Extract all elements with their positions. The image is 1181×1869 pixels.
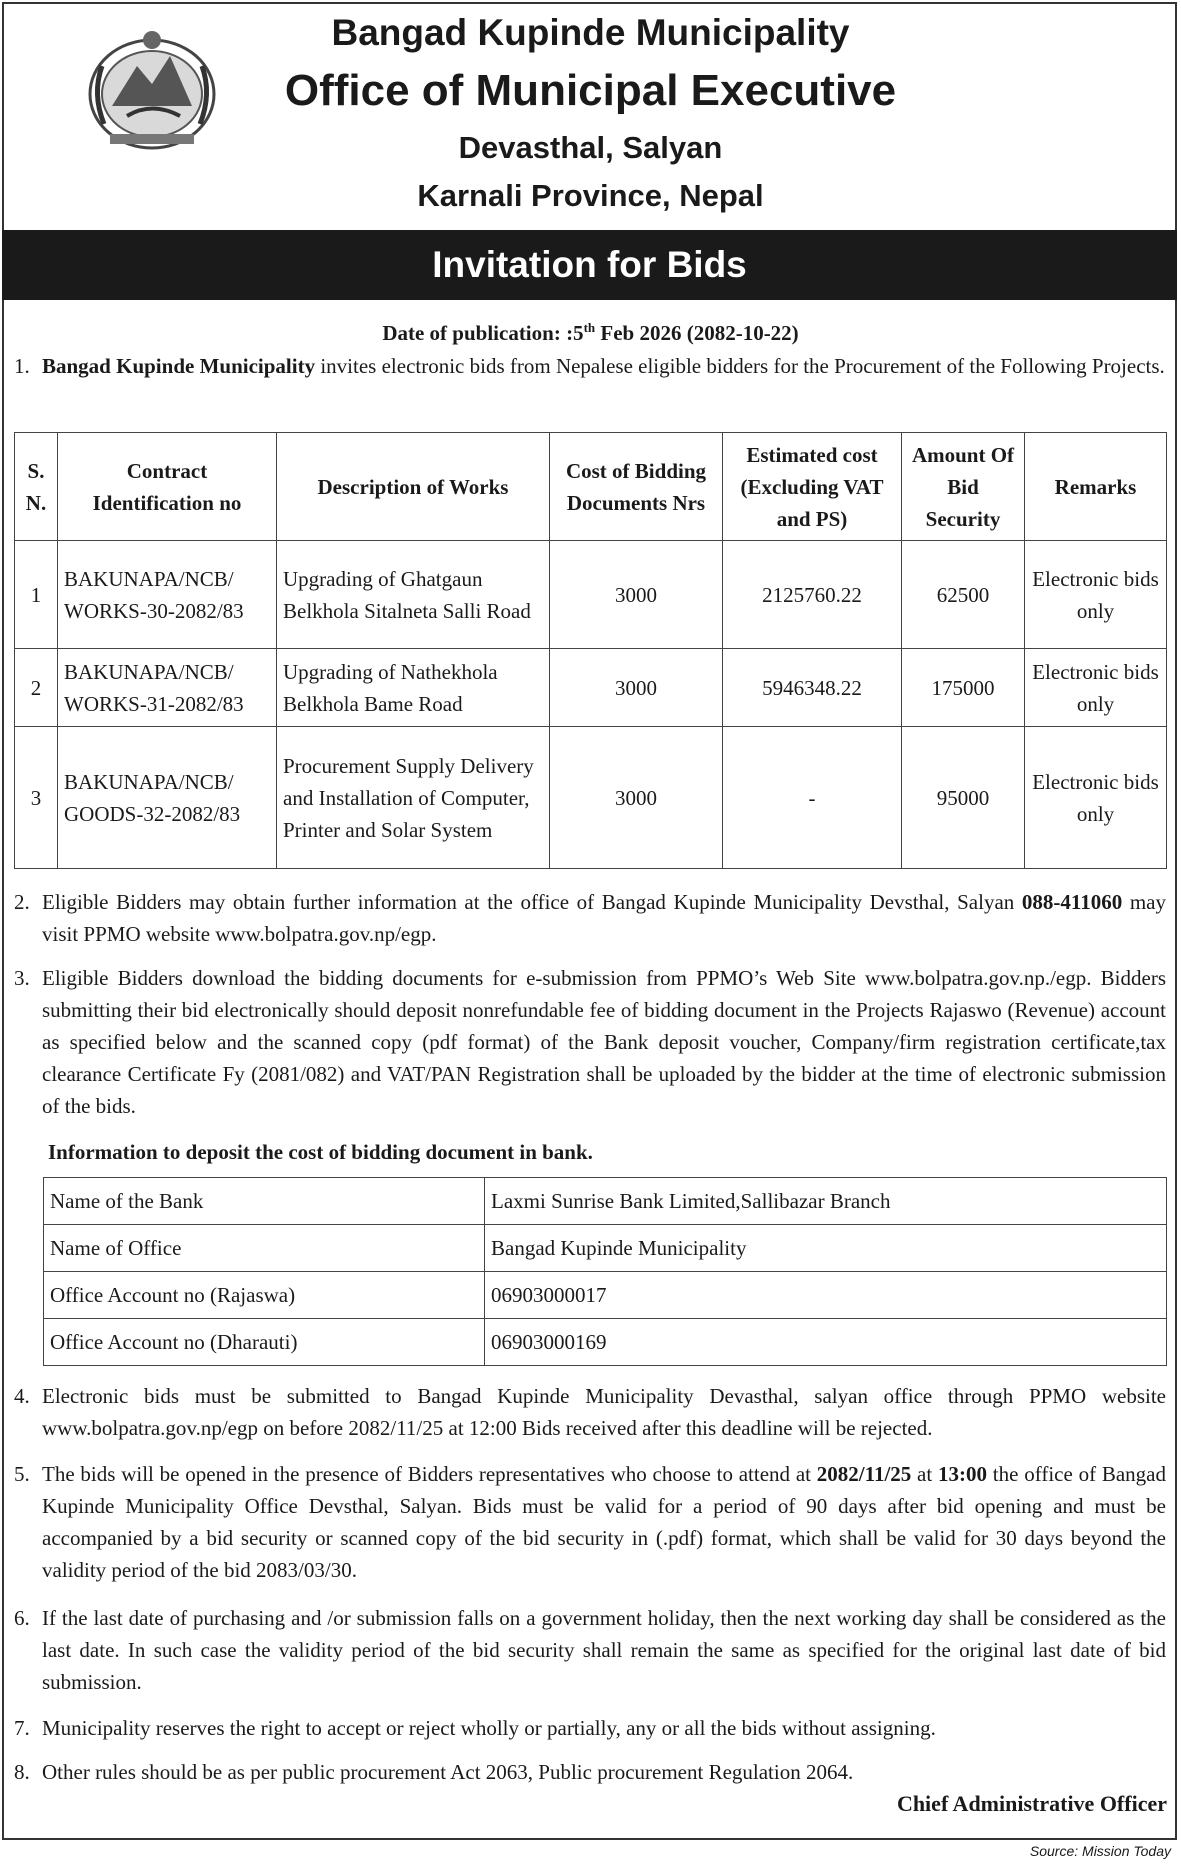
bank-info-title: Information to deposit the cost of bidding document in bank. xyxy=(48,1140,593,1164)
letterhead xyxy=(0,0,1181,230)
publication-date-label: Date of publication: :5 xyxy=(382,321,584,345)
clause-number: 8. xyxy=(14,1760,30,1784)
cell-contract: BAKUNAPA/NCB/ GOODS-32-2082/83 xyxy=(58,727,277,869)
publication-date xyxy=(0,312,1181,349)
table-row xyxy=(15,541,1167,649)
municipality-name: Bangad Kupinde Municipality xyxy=(331,12,850,53)
clause-text-pre: The bids will be opened in the presence of Bidders representatives who choose to attend at xyxy=(42,1462,817,1486)
publication-date-suffix: th xyxy=(583,320,596,335)
notice-title: Invitation for Bids xyxy=(2,230,1177,300)
province-country: Karnali Province, Nepal xyxy=(417,178,764,213)
table-header-row xyxy=(15,433,1167,541)
opening-date: 2082/11/25 xyxy=(816,1462,912,1486)
phone-number: 088-411060 xyxy=(1021,890,1123,914)
signature-title: Chief Administrative Officer xyxy=(896,1791,1167,1816)
cell-description: Upgrading of Ghatgaun Belkhola Sitalneta Salli Road xyxy=(277,541,550,649)
bank-value: 06903000017 xyxy=(485,1272,1167,1319)
cell-remarks: Electronic bids only xyxy=(1025,541,1167,649)
clause-text-mid: at xyxy=(911,1462,938,1486)
publication-date-value: Feb 2026 (2082-10-22) xyxy=(595,321,799,345)
clause-text-rest: invites electronic bids from Nepalese eligible bidders for the Procurement of the Following Projects. xyxy=(315,354,1165,378)
bank-label: Name of Office xyxy=(44,1225,485,1272)
clause-text-pre: Eligible Bidders may obtain further information at the office of Bangad Kupinde Municipality Devsthal, Salyan xyxy=(42,890,1022,914)
clause-number: 7. xyxy=(14,1716,30,1740)
cell-sn: 3 xyxy=(15,727,58,869)
col-security: Amount Of Bid Security xyxy=(902,433,1025,541)
cell-security: 62500 xyxy=(902,541,1025,649)
cell-estimate: 2125760.22 xyxy=(723,541,902,649)
bank-value: Bangad Kupinde Municipality xyxy=(485,1225,1167,1272)
clause-text: Municipality reserves the right to accept or reject wholly or partially, any or all the bids without assigning. xyxy=(42,1716,936,1740)
col-contract: Contract Identification no xyxy=(58,433,277,541)
clause-text: Eligible Bidders download the bidding documents for e-submission from PPMO’s Web Site www.bolpatra.gov.np./egp. Bidders submitting their bid electronically should deposit nonrefundable fee of bidding document in the Projects Rajaswo (Revenue) account as specified below and the scanned copy (pdf format) of the Bank deposit voucher, Company/firm registration certificate,tax clearance Certificate Fy (2081/082) and VAT/PAN Registration shall be uploaded by the bidder at the time of electronic submission of the bids. xyxy=(42,966,1166,1118)
col-cost: Cost of Bidding Documents Nrs xyxy=(550,433,723,541)
bid-table xyxy=(14,432,1167,869)
table-row xyxy=(44,1178,1167,1225)
cell-sn: 2 xyxy=(15,649,58,727)
clause-1 xyxy=(14,350,1166,382)
col-sn: S. N. xyxy=(15,433,58,541)
cell-contract: BAKUNAPA/NCB/ WORKS-31-2082/83 xyxy=(58,649,277,727)
cell-estimate: - xyxy=(723,727,902,869)
clause-4 xyxy=(14,1380,1166,1444)
table-row xyxy=(15,649,1167,727)
table-row xyxy=(15,727,1167,869)
cell-remarks: Electronic bids only xyxy=(1025,727,1167,869)
bank-label: Name of the Bank xyxy=(44,1178,485,1225)
cell-security: 175000 xyxy=(902,649,1025,727)
cell-cost: 3000 xyxy=(550,727,723,869)
bank-label: Office Account no (Rajaswa) xyxy=(44,1272,485,1319)
clause-7 xyxy=(14,1712,1166,1744)
clause-number: 4. xyxy=(14,1384,30,1408)
clause-text-post: may visit PPMO website www.bolpatra.gov.np/egp. xyxy=(42,890,1167,946)
opening-time: 13:00 xyxy=(938,1462,987,1486)
col-description: Description of Works xyxy=(277,433,550,541)
cell-estimate: 5946348.22 xyxy=(723,649,902,727)
clause-number: 2. xyxy=(14,890,30,914)
bank-value: 06903000169 xyxy=(485,1319,1167,1366)
source-credit: Source: Mission Today xyxy=(1029,1843,1171,1859)
clause-text xyxy=(42,350,1166,382)
clause-number: 1. xyxy=(14,354,30,378)
clause-5 xyxy=(14,1458,1166,1586)
clause-text: Electronic bids must be submitted to Bangad Kupinde Municipality Devasthal, salyan office through PPMO website www.bolpatra.gov.np/egp on before 2082/11/25 at 12:00 Bids received after this deadline will be rejected. xyxy=(42,1384,1166,1440)
office-location: Devasthal, Salyan xyxy=(458,130,723,165)
clause-text-post: the office of Bangad Kupinde Municipality Office Devsthal, Salyan. Bids must be valid for a period of 90 days after bid opening and must be accompanied by a bid security or scanned copy of the bid security in (.pdf) format, which shall be valid for 30 days beyond the validity period of the bid 2083/03/30. xyxy=(42,1462,1167,1582)
clause-text: Other rules should be as per public procurement Act 2063, Public procurement Regulation 2064. xyxy=(42,1760,854,1784)
cell-security: 95000 xyxy=(902,727,1025,869)
bank-value: Laxmi Sunrise Bank Limited,Sallibazar Branch xyxy=(485,1178,1167,1225)
clause-text xyxy=(42,1458,1166,1586)
clause-number: 6. xyxy=(14,1606,30,1630)
clause-text: If the last date of purchasing and /or submission falls on a government holiday, then the next working day shall be considered as the last date. In such case the validity period of the bid security shall remain the same as specified for the original last date of bid submission. xyxy=(42,1606,1166,1694)
cell-sn: 1 xyxy=(15,541,58,649)
clause-number: 3. xyxy=(14,966,30,990)
cell-description: Procurement Supply Delivery and Installation of Computer, Printer and Solar System xyxy=(277,727,550,869)
clause-6 xyxy=(14,1602,1166,1698)
cell-description: Upgrading of Nathekhola Belkhola Bame Road xyxy=(277,649,550,727)
clause-8 xyxy=(14,1756,1166,1788)
table-row xyxy=(44,1272,1167,1319)
office-name: Office of Municipal Executive xyxy=(284,66,897,115)
bank-info-table xyxy=(43,1177,1167,1366)
cell-remarks: Electronic bids only xyxy=(1025,649,1167,727)
table-row xyxy=(44,1225,1167,1272)
table-row xyxy=(44,1319,1167,1366)
cell-cost: 3000 xyxy=(550,541,723,649)
clause-text xyxy=(42,886,1166,950)
cell-contract: BAKUNAPA/NCB/ WORKS-30-2082/83 xyxy=(58,541,277,649)
col-estimate: Estimated cost (Excluding VAT and PS) xyxy=(723,433,902,541)
clause-bold: Bangad Kupinde Municipality xyxy=(42,354,316,378)
clause-2 xyxy=(14,886,1166,950)
cell-cost: 3000 xyxy=(550,649,723,727)
col-remarks: Remarks xyxy=(1025,433,1167,541)
bank-label: Office Account no (Dharauti) xyxy=(44,1319,485,1366)
clause-3 xyxy=(14,962,1166,1122)
clause-number: 5. xyxy=(14,1462,30,1486)
